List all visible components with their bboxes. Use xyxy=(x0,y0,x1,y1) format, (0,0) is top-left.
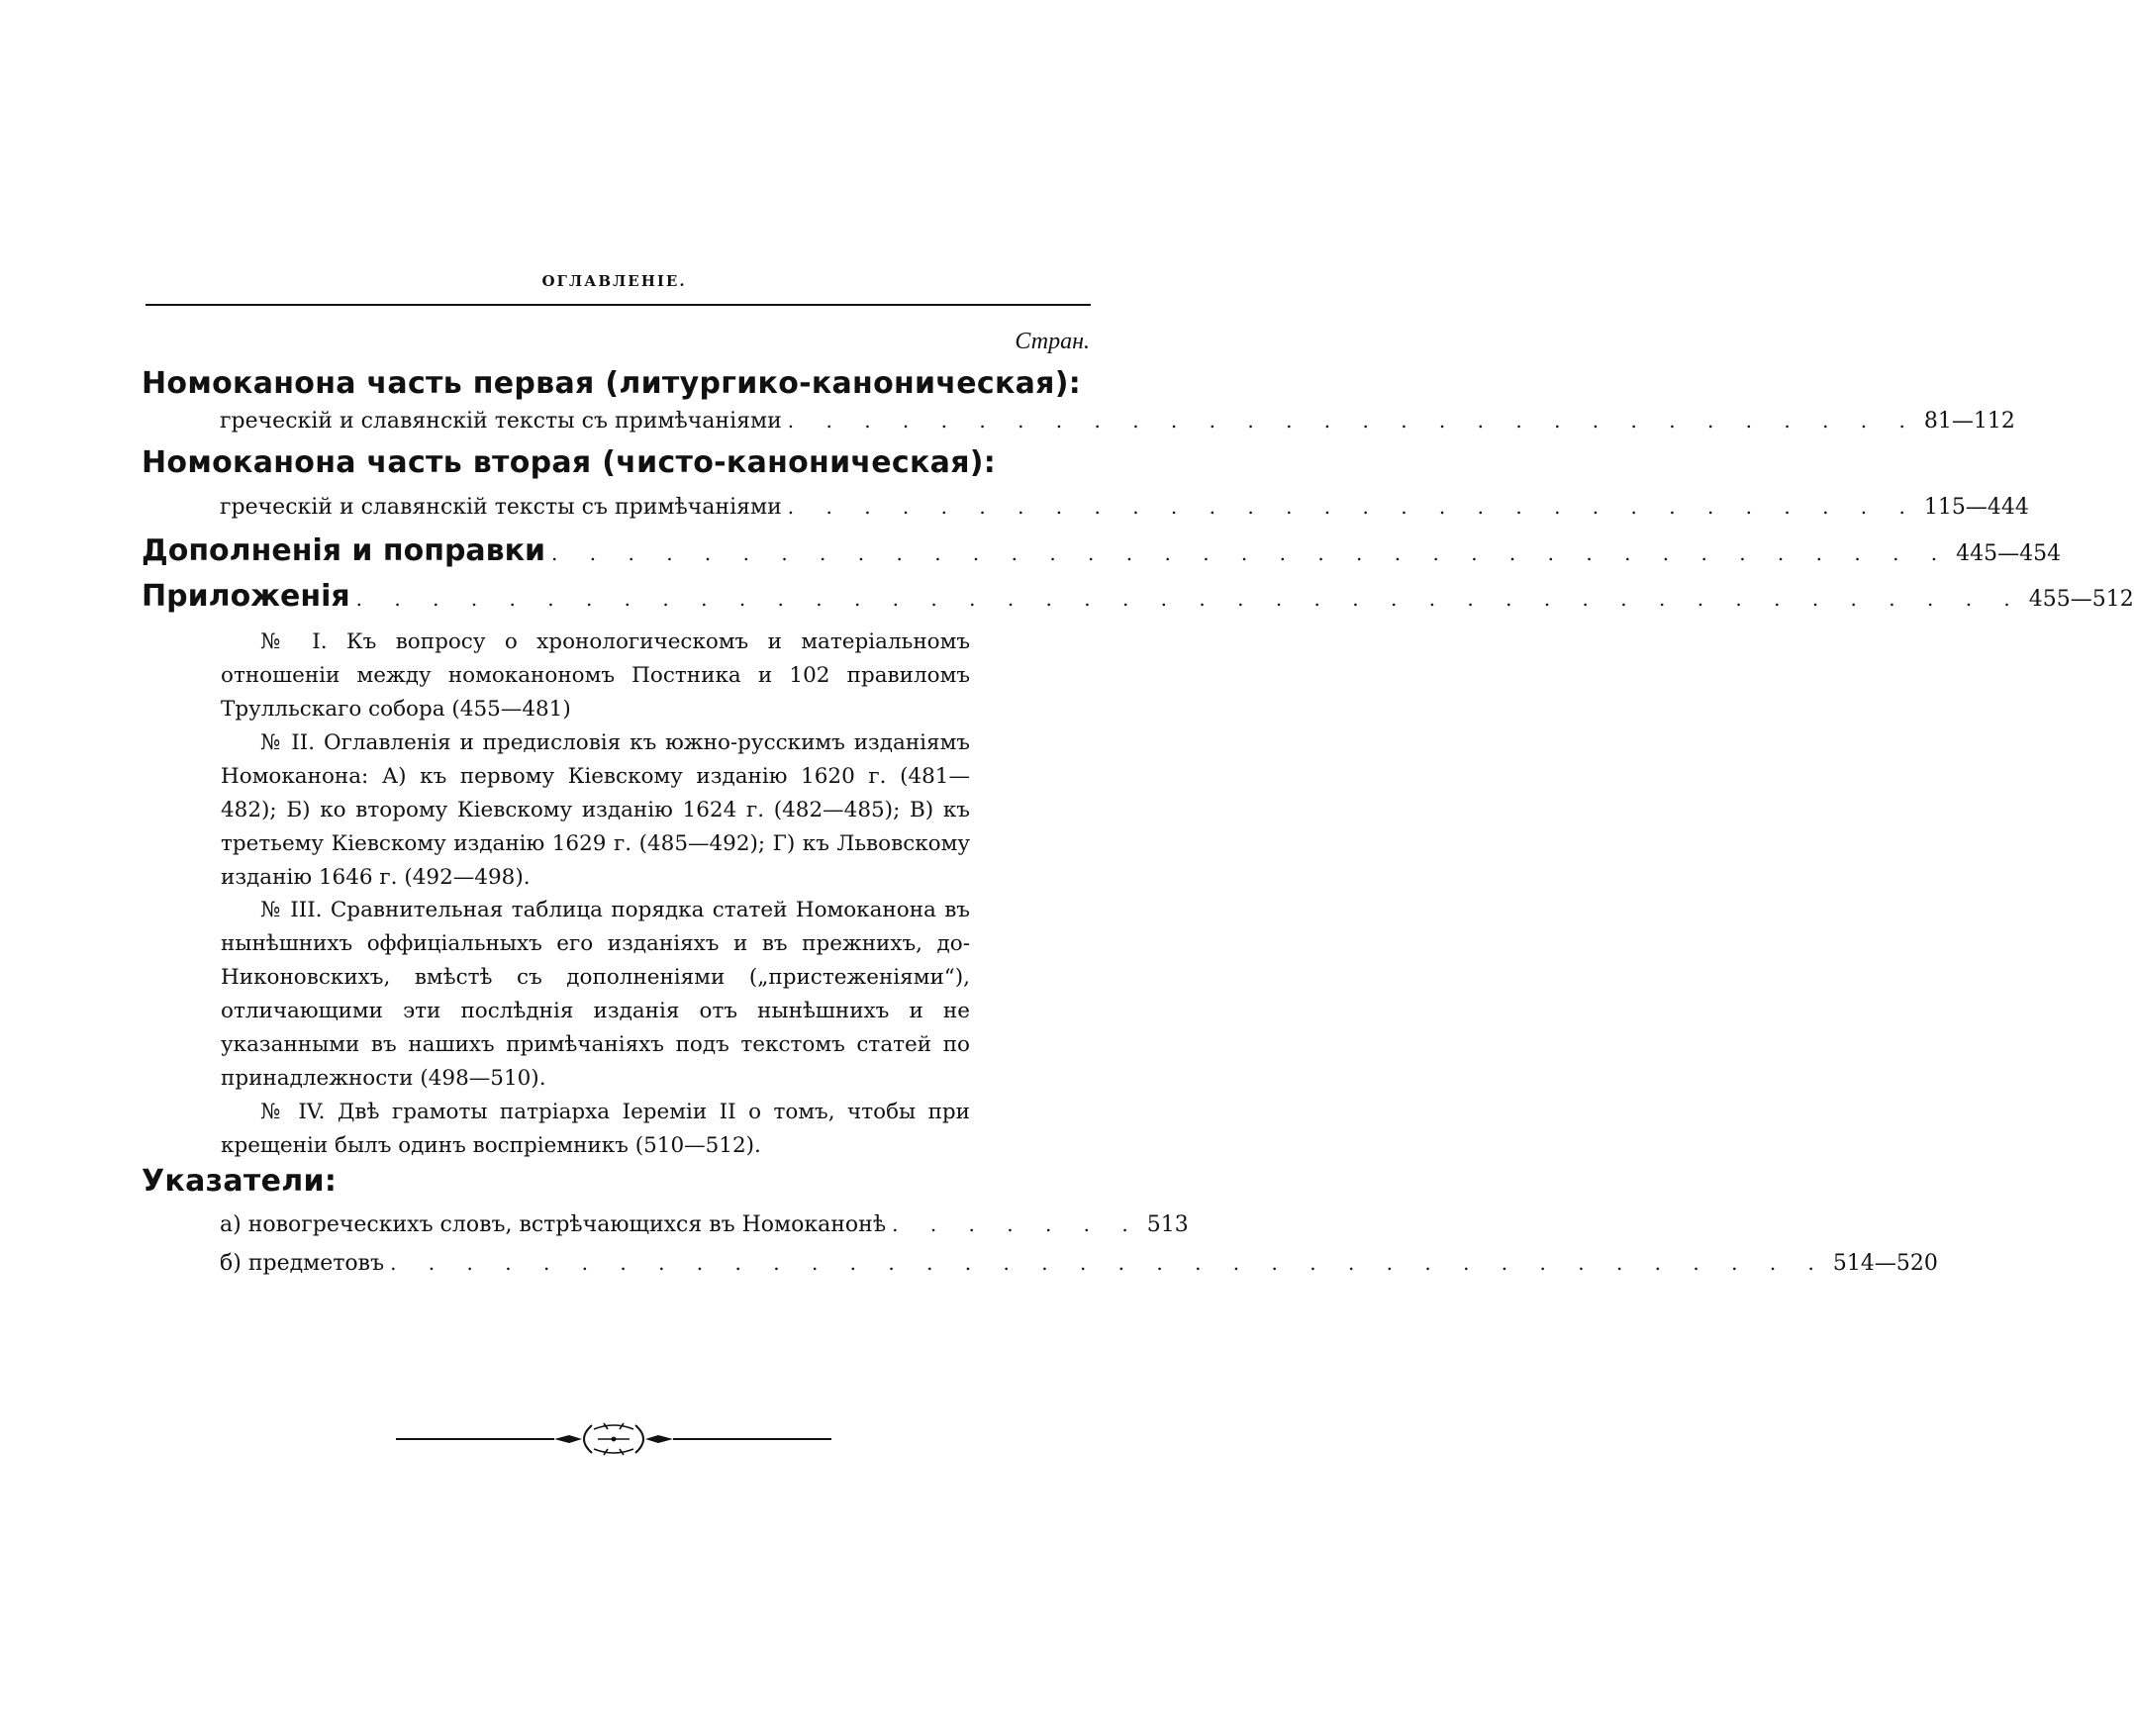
index-b-pages: 514—520 xyxy=(1832,1251,1938,1276)
appendices-pages: 455—512 xyxy=(2028,587,2134,612)
index-a-pages: 513 xyxy=(1146,1212,1189,1237)
leader-dots: . . . . . . . . . . . . . . . . . . . . . . . . . . . . . . . . . . . . . . . . . . . . xyxy=(355,587,2023,611)
appendix-item-2: № II. Оглавленія и предисловія къ южно-русскимъ изданіямъ Номоканона: А) къ первому Кіевскому изданію 1620 г. (481—482); Б) ко второму Кіевскому изданію 1624 г. (482—485); В) къ третьему Кіевскому изданію 1629 г. (485—492); Г) къ Львовскому изданію 1646 г. (492—498). xyxy=(221,730,970,890)
appendices-heading: Приложенія xyxy=(142,579,350,614)
indexes-heading: Указатели: xyxy=(142,1164,338,1199)
appendices-row[interactable] xyxy=(142,579,2134,614)
additions-row[interactable] xyxy=(142,533,2062,568)
leader-dots: . . . . . . . . . . . . . . . . . . . . . . . . . . . . . . . . . . . . . . xyxy=(390,1251,1827,1275)
index-row-b[interactable] xyxy=(220,1251,1938,1276)
additions-pages: 445—454 xyxy=(1956,541,2062,566)
ornament-divider xyxy=(396,1417,831,1461)
index-row-a[interactable] xyxy=(220,1212,1189,1237)
additions-heading: Дополненія и поправки xyxy=(142,533,546,568)
index-a-label: а) новогреческихъ словъ, встрѣчающихся въ Номоканонѣ xyxy=(220,1212,887,1237)
leader-dots: . . . . . . . . . . . . . . . . . . . . . . . . . . . . . . xyxy=(787,409,1918,433)
index-b-label: б) предметовъ xyxy=(220,1251,385,1276)
part-two-heading: Номоканона часть вторая (чисто-каноническая): xyxy=(142,445,997,480)
part-two-row[interactable] xyxy=(220,495,2029,520)
part-one-heading: Номоканона часть первая (литургико-каноническая): xyxy=(142,366,1082,401)
part-one-pages: 81—112 xyxy=(1923,409,2015,434)
leader-dots: . . . . . . . xyxy=(892,1212,1141,1236)
appendix-item-4: № IV. Двѣ грамоты патріарха Іереміи II о томъ, чтобы при крещеніи былъ одинъ воспріемникъ (510—512). xyxy=(221,1100,970,1158)
page-column-label: Стран. xyxy=(1015,329,1090,354)
leader-dots: . . . . . . . . . . . . . . . . . . . . . . . . . . . . . . . . . . . . . xyxy=(551,541,1951,565)
leader-dots: . . . . . . . . . . . . . . . . . . . . . . . . . . . . . . xyxy=(787,495,1918,519)
part-one-label: греческій и славянскій тексты съ примѣчаніями xyxy=(220,409,782,434)
appendix-item-1: № I. Къ вопросу о хронологическомъ и матеріальномъ отношеніи между номоканономъ Постника и 102 правиломъ Трулльскаго собора (455—481) xyxy=(221,629,970,722)
part-two-label: греческій и славянскій тексты съ примѣчаніями xyxy=(220,495,782,520)
appendix-item-3: № III. Сравнительная таблица порядка статей Номоканона въ нынѣшнихъ оффиціальныхъ его изданіяхъ и въ прежнихъ, до-Никоновскихъ, вмѣстѣ съ дополненіями („пристеженіями“), отличающими эти послѣднія изданія отъ нынѣшнихъ и не указанными въ нашихъ примѣчаніяхъ подъ текстомъ статей по принадлежности (498—510). xyxy=(221,898,970,1091)
running-title: ОГЛАВЛЕНІЕ. xyxy=(541,272,687,290)
part-one-row[interactable] xyxy=(220,409,2015,434)
part-two-pages: 115—444 xyxy=(1923,495,2029,520)
header-rule xyxy=(146,304,1091,306)
